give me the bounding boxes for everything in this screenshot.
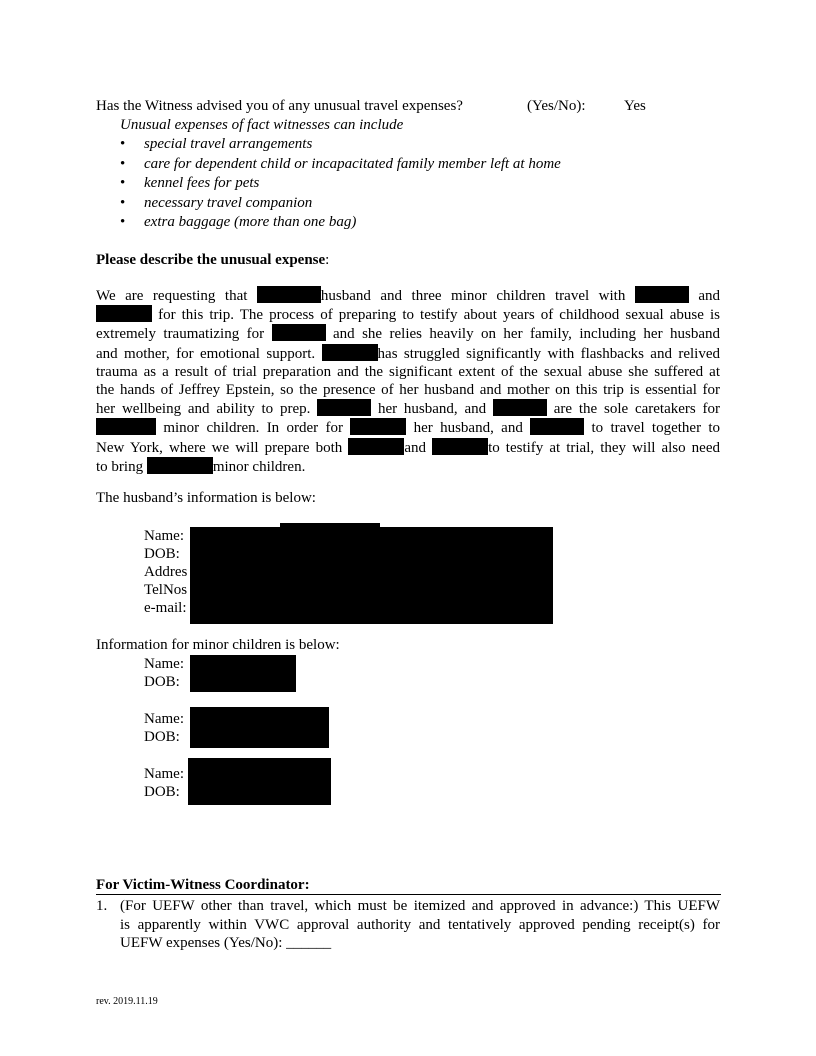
revision-footer: rev. 2019.11.19 — [96, 996, 158, 1007]
redaction-box — [96, 418, 156, 435]
section-divider — [96, 894, 721, 895]
redaction-box — [188, 758, 331, 805]
redaction-box — [257, 286, 321, 303]
coordinator-item-line: (For UEFW other than travel, which must be itemized and approved in advance:) This UEFW — [120, 898, 720, 914]
paragraph-line: extremely traumatizing for and she relies heavily on her family, including her husband — [96, 326, 721, 343]
paragraph-line: We are requesting that husband and three minor children travel with and — [96, 288, 720, 304]
paragraph-line: for this trip. The process of preparing to testify about years of childhood sexual abuse is — [96, 305, 720, 324]
child-3-dob-label: DOB: — [144, 784, 180, 800]
list-item: • kennel fees for pets — [120, 174, 561, 194]
paragraph-line: the hands of Jeffrey Epstein, so the presence of her husband and mother on this trip is essential for — [96, 382, 720, 399]
child-2-dob-label: DOB: — [144, 729, 180, 745]
redaction-box — [322, 344, 378, 361]
paragraph-line: trauma as a result of trial preparation and the significant extent of the sexual abuse she suffered at — [96, 363, 720, 380]
husband-info-intro: The husband’s information is below: — [96, 490, 316, 506]
paragraph-line: New York, where we will prepare both and to testify at trial, they will also need — [96, 439, 721, 456]
expense-description — [96, 286, 720, 476]
children-info-intro: Information for minor children is below: — [96, 637, 340, 653]
redaction-box — [96, 305, 152, 322]
coordinator-item-number: 1. — [96, 898, 108, 914]
redaction-box — [350, 418, 406, 435]
coordinator-item-text — [120, 897, 720, 953]
list-item: • special travel arrangements — [120, 135, 561, 155]
child-1-dob-label: DOB: — [144, 674, 180, 690]
child-2-name-label: Name: — [144, 711, 184, 727]
child-1-name-label: Name: — [144, 656, 184, 672]
describe-heading-text: Please describe the unusual expense — [96, 252, 326, 268]
list-item: • necessary travel companion — [120, 194, 561, 214]
paragraph-line: her wellbeing and ability to prep. her husband, and are the sole caretakers for — [96, 401, 721, 418]
describe-heading: Please describe the unusual expense: — [96, 252, 330, 268]
list-item: • extra baggage (more than one bag) — [120, 213, 561, 233]
husband-name-label: Name: — [144, 528, 184, 544]
paragraph-line: and mother, for emotional support. has struggled significantly with flashbacks and relived — [96, 345, 721, 362]
husband-email-label: e-mail: — [144, 600, 187, 616]
redaction-box — [190, 707, 329, 748]
husband-address-label: Addres — [144, 564, 188, 580]
redaction-box — [190, 655, 296, 692]
list-item: • care for dependent child or incapacitated family member left at home — [120, 155, 561, 175]
paragraph-line: minor children. In order for her husband, and to travel together to — [96, 418, 720, 437]
redaction-box — [432, 438, 488, 455]
husband-dob-label: DOB: — [144, 546, 180, 562]
travel-question: Has the Witness advised you of any unusual travel expenses? — [96, 98, 463, 114]
redaction-box — [530, 418, 584, 435]
husband-telnos-label: TelNos — [144, 582, 188, 598]
unusual-expenses-list — [120, 135, 561, 233]
redaction-box — [493, 399, 547, 416]
redaction-box — [348, 438, 404, 455]
travel-answer: Yes — [624, 98, 646, 114]
redaction-box — [272, 324, 326, 341]
redaction-box — [190, 527, 553, 624]
unusual-expenses-intro: Unusual expenses of fact witnesses can include — [120, 117, 404, 133]
yes-no-label: (Yes/No): — [527, 98, 586, 114]
redaction-box — [635, 286, 689, 303]
coordinator-item-line: UEFW expenses (Yes/No): ______ — [120, 935, 332, 951]
child-3-name-label: Name: — [144, 766, 184, 782]
coordinator-heading: For Victim-Witness Coordinator: — [96, 877, 310, 893]
paragraph-line: to bring minor children. — [96, 458, 306, 475]
coordinator-item-line: is apparently within VWC approval authority and tentatively approved pending receipt(s) for — [120, 916, 720, 933]
redaction-box — [147, 457, 213, 474]
redaction-box — [317, 399, 371, 416]
